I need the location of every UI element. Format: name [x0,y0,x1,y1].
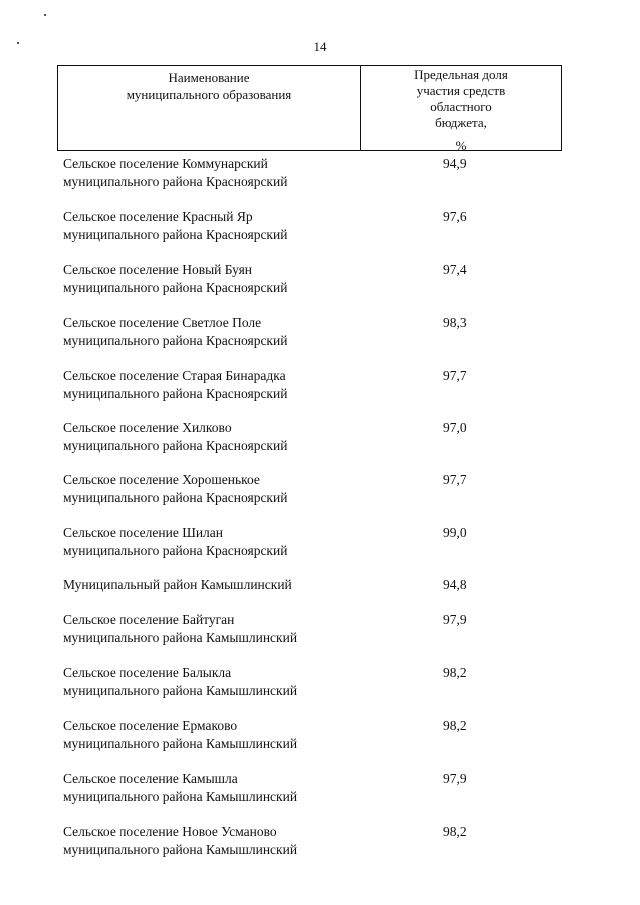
page-number: 14 [313,39,327,54]
row-value: 94,8 [443,577,467,592]
row-value: 97,9 [443,771,467,786]
row-name [63,419,353,455]
row-name-line: муниципального района Красноярский [63,386,288,401]
row-name-line: Сельское поселение Хорошенькое [63,472,260,487]
header-share-line: бюджета, [435,115,487,130]
row-value: 97,7 [443,368,467,383]
row-name-line: муниципального района Красноярский [63,280,288,295]
row-value: 99,0 [443,525,467,540]
row-value: 98,2 [443,824,467,839]
row-name [63,208,353,244]
row-value: 98,2 [443,665,467,680]
row-name-line: Сельское поселение Шилан [63,525,224,540]
row-value: 97,9 [443,612,467,627]
row-name [63,611,353,647]
row-name [63,261,353,297]
row-name-line: муниципального района Красноярский [63,227,288,242]
row-name-line: муниципального района Камышлинский [63,683,298,698]
row-name [63,471,353,507]
row-name-line: муниципального района Камышлинский [63,789,298,804]
row-name-line: Сельское поселение Красный Яр [63,209,253,224]
row-name [63,367,353,403]
row-value: 97,0 [443,420,467,435]
header-name-column [58,66,361,150]
row-value: 97,4 [443,262,467,277]
header-share-line: Предельная доля [414,67,508,82]
row-name-line: Сельское поселение Новый Буян [63,262,253,277]
row-name-line: муниципального района Красноярский [63,333,288,348]
row-name-line: Сельское поселение Ермаково [63,718,238,733]
header-name-line: Наименование [168,70,250,85]
header-name-line: муниципального образования [126,87,292,102]
row-name-line: муниципального района Красноярский [63,438,288,453]
row-name [63,155,353,191]
row-name-line: Муниципальный район Камышлинский [63,577,292,592]
row-name-line: Сельское поселение Старая Бинарадка [63,368,286,383]
row-name-line: Сельское поселение Байтуган [63,612,235,627]
row-name [63,823,353,859]
row-value: 97,7 [443,472,467,487]
row-name [63,524,353,560]
row-value: 98,3 [443,315,467,330]
row-name-line: Сельское поселение Светлое Поле [63,315,262,330]
row-name [63,664,353,700]
row-name [63,314,353,350]
header-share-line: участия средств [416,83,506,98]
row-name-line: муниципального района Красноярский [63,490,288,505]
row-name [63,576,353,594]
header-share-line: областного [430,99,492,114]
scan-speck [44,14,46,16]
row-name-line: муниципального района Красноярский [63,174,288,189]
row-name-line: муниципального района Камышлинский [63,842,298,857]
row-name-line: Сельское поселение Новое Усманово [63,824,277,839]
row-value: 94,9 [443,156,467,171]
row-name-line: муниципального района Камышлинский [63,736,298,751]
row-name [63,717,353,753]
row-value: 98,2 [443,718,467,733]
row-name-line: Сельское поселение Хилково [63,420,232,435]
header-share-unit: % [455,138,467,153]
row-name-line: Сельское поселение Балыкла [63,665,232,680]
row-name-line: муниципального района Камышлинский [63,630,298,645]
row-name-line: муниципального района Красноярский [63,543,288,558]
row-name-line: Сельское поселение Коммунарский [63,156,268,171]
row-value: 97,6 [443,209,467,224]
row-name [63,770,353,806]
row-name-line: Сельское поселение Камышла [63,771,238,786]
